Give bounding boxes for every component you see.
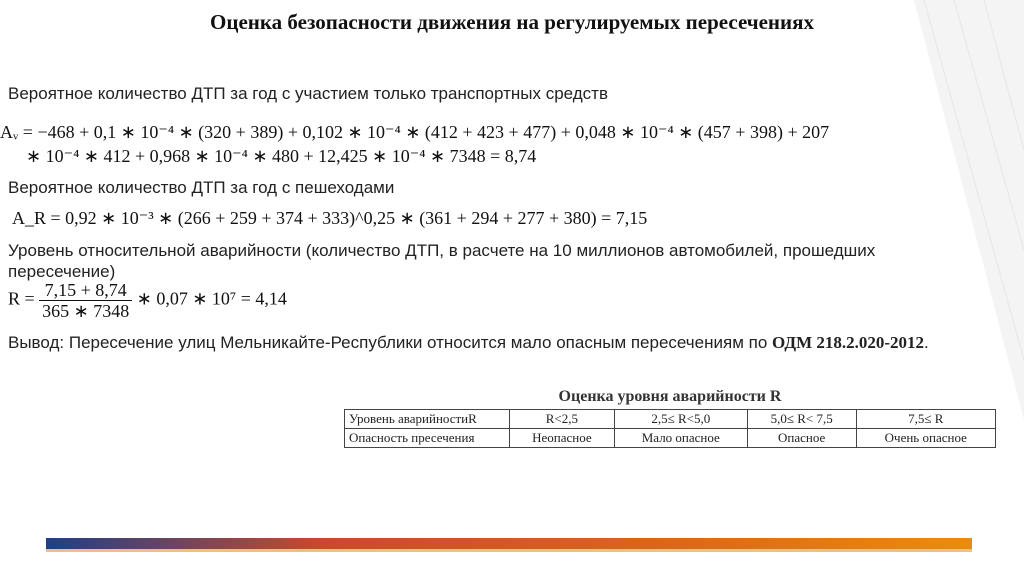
table-cell: Очень опасное xyxy=(856,429,995,448)
slide-title: Оценка безопасности движения на регулируемых пересечениях xyxy=(210,10,814,34)
pedestrian-formula: А_R = 0,92 ∗ 10⁻³ ∗ (266 + 259 + 374 + 333)^0,25 ∗ (361 + 294 + 277 + 380) = 7,15 xyxy=(12,208,648,228)
formula-numerator: 7,15 + 8,74 xyxy=(39,280,132,301)
corner-decoration xyxy=(914,0,1024,574)
table-cell: 7,5≤ R xyxy=(856,410,995,429)
table-caption: Оценка уровня аварийности R xyxy=(558,388,782,405)
pedestrian-accidents-text: Вероятное количество ДТП за год с пешеходами xyxy=(8,178,395,197)
formula-fraction xyxy=(39,280,132,321)
conclusion-end: . xyxy=(924,333,929,352)
vehicle-accidents-text: Вероятное количество ДТП за год с участием только транспортных средств xyxy=(8,84,608,103)
relative-accident-text: Уровень относительной аварийности (количество ДТП, в расчете на 10 миллионов автомобилей, прошедших пересечение) xyxy=(8,241,876,281)
table-cell: Уровень аварийностиR xyxy=(345,410,510,429)
vehicle-formula-line2: ∗ 10⁻⁴ ∗ 412 + 0,968 ∗ 10⁻⁴ ∗ 480 + 12,425 ∗ 10⁻⁴ ∗ 7348 = 8,74 xyxy=(26,146,537,166)
table-row xyxy=(345,410,996,429)
table-cell: Опасное xyxy=(747,429,856,448)
conclusion-ref: ОДМ 218.2.020-2012 xyxy=(772,333,925,352)
table-row xyxy=(345,429,996,448)
relative-accident-formula xyxy=(8,280,287,321)
table-cell: 5,0≤ R< 7,5 xyxy=(747,410,856,429)
footer-gradient-bar xyxy=(46,538,972,549)
conclusion xyxy=(8,332,968,353)
vehicle-formula-line1: Аᵥ = −468 + 0,1 ∗ 10⁻⁴ ∗ (320 + 389) + 0,102 ∗ 10⁻⁴ ∗ (412 + 423 + 477) + 0,048 ∗ 10⁻⁴ ∗ (457 + 398) + 207 xyxy=(0,122,830,142)
table-cell: R<2,5 xyxy=(510,410,615,429)
formula-lhs: R = xyxy=(8,288,35,309)
table-cell: 2,5≤ R<5,0 xyxy=(614,410,747,429)
formula-denominator: 365 ∗ 7348 xyxy=(42,301,130,321)
table-cell: Мало опасное xyxy=(614,429,747,448)
table-cell: Опасность пресечения xyxy=(345,429,510,448)
formula-rhs: ∗ 0,07 ∗ 10⁷ = 4,14 xyxy=(136,288,287,309)
accident-level-table xyxy=(344,388,996,448)
conclusion-text: Вывод: Пересечение улиц Мельникайте-Республики относится мало опасным пересечениям по xyxy=(8,333,773,352)
table-cell: Неопасное xyxy=(510,429,615,448)
